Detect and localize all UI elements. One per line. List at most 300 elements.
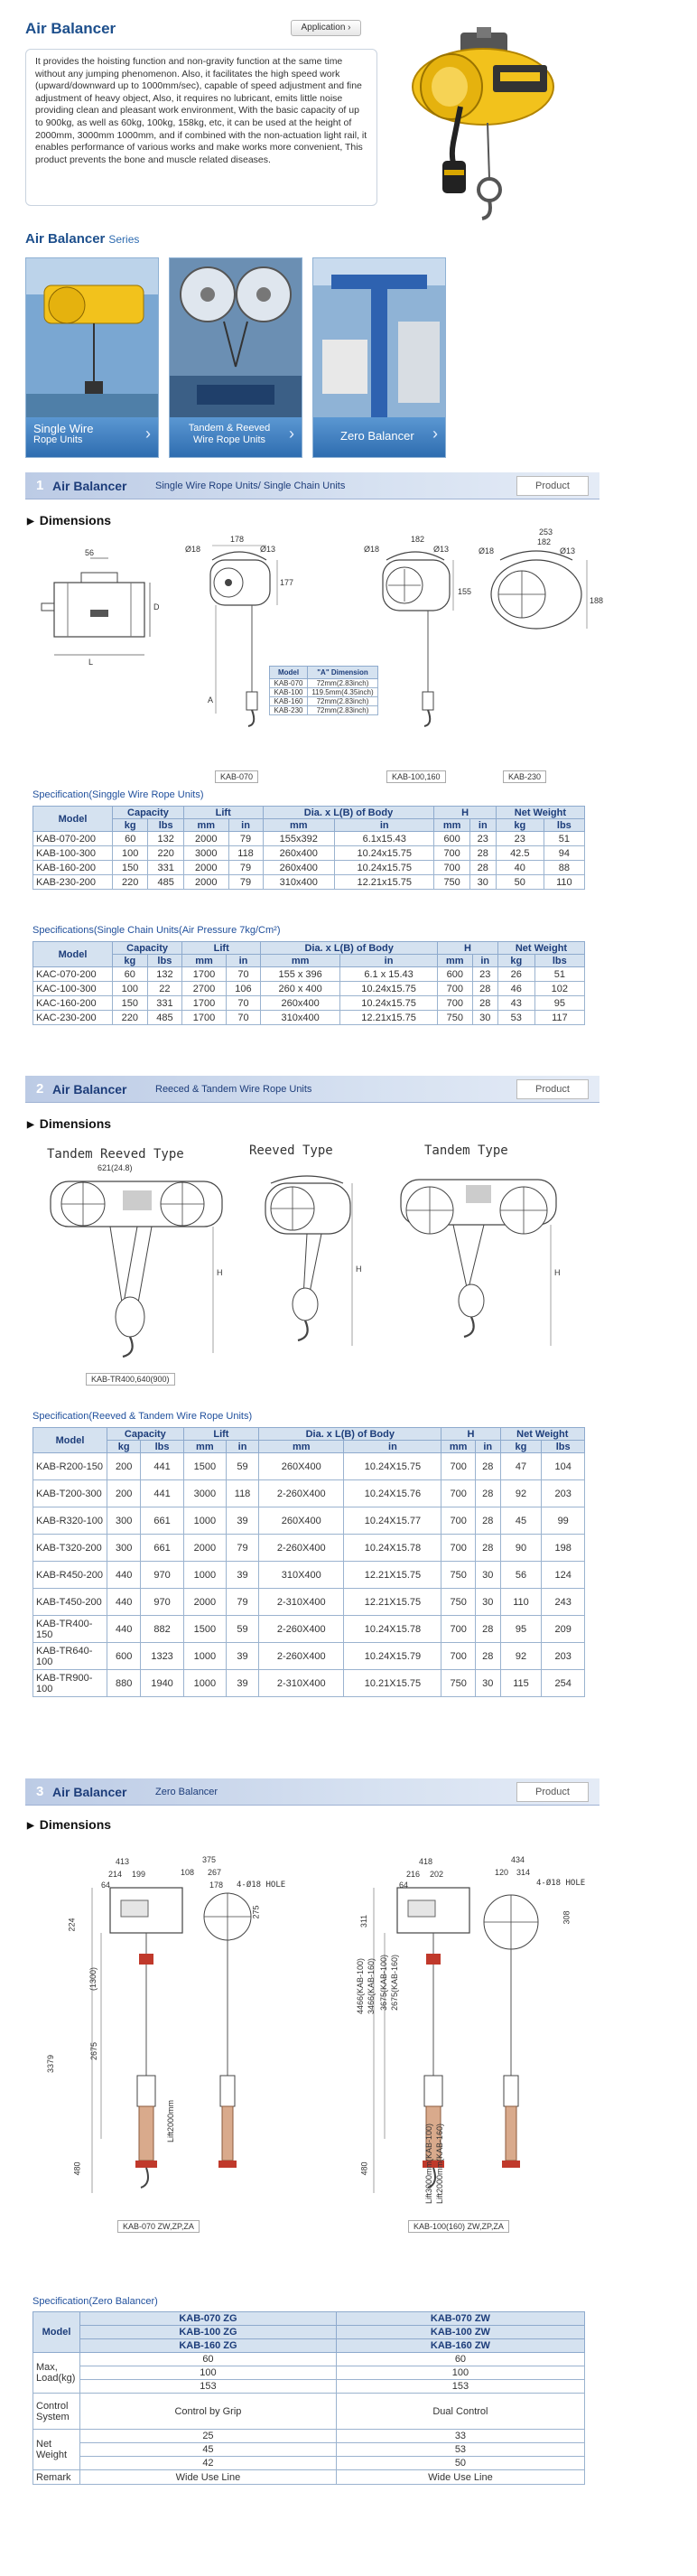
cell: Wide Use Line [80,2470,337,2485]
dim-3379: 3379 [46,2054,56,2074]
dim-13-b: Ø13 [433,545,450,554]
series-caption-tandem-reeved [170,417,302,457]
dimensions-heading-3: ▶ Dimensions [27,1817,111,1832]
model-cell: KAB-160-200 [33,861,113,875]
cell: 1000 [183,1643,226,1670]
th-zg-2: KAB-100 ZG [80,2326,337,2339]
cell: 42 [80,2457,337,2470]
cell: KAB-070 [270,679,308,688]
th-mm: mm [259,1441,344,1453]
dim-182: 182 [411,535,425,544]
dim-155: 155 [458,587,472,596]
table-row [33,861,585,875]
cell: 45 [500,1507,542,1535]
dim-267: 267 [208,1868,222,1877]
dim-d: D [153,602,160,611]
cell: 28 [475,1480,500,1507]
cell: 198 [542,1535,585,1562]
cell: 26 [497,967,534,982]
cell: 260x400 [263,861,335,875]
cell: 700 [441,1480,475,1507]
cell: 203 [542,1480,585,1507]
cell: 260X400 [259,1453,344,1480]
section-bar-reeved-tandem [25,1076,599,1103]
cell: 30 [472,1011,497,1025]
dim-108: 108 [181,1868,195,1877]
cell: 60 [80,2353,337,2366]
spec-title-single-chain: Specifications(Single Chain Units(Air Pressure 7kg/Cm²) [33,925,281,936]
cell: 79 [226,1589,258,1616]
cell: 600 [438,967,472,982]
spec-title-single-wire: Specification(Singgle Wire Rope Units) [33,789,204,800]
table-row [33,2430,585,2443]
cell: 700 [438,982,472,996]
dim-hole: 4-Ø18 HOLE [237,1881,286,1890]
dim-480: 480 [72,2161,82,2176]
model-cell: KAB-070-200 [33,832,113,846]
cell: 42.5 [496,846,544,861]
cell: 39 [226,1507,258,1535]
th-capacity: Capacity [113,807,184,819]
cell: 970 [141,1589,183,1616]
dim-64: 64 [101,1881,111,1890]
tandem-reeved-drawing [47,1172,228,1371]
spec-table-reeved-tandem [33,1427,585,1697]
th-net-weight: Net Weight [496,807,584,819]
cell: 1500 [183,1616,226,1643]
dim-375: 375 [202,1855,217,1864]
cell: 33 [336,2430,584,2443]
cell: 47 [500,1453,542,1480]
cell: 1000 [183,1670,226,1697]
th-mm: mm [261,955,340,967]
cell: 12.21x15.75 [340,1011,438,1025]
cell: 2000 [183,1535,226,1562]
section-number: 2 [36,1081,44,1097]
model-cell: KAB-T200-300 [33,1480,107,1507]
cell: 750 [438,1011,472,1025]
cell: 72mm(2.83inch) [308,706,378,715]
cell: 1000 [183,1562,226,1589]
dim-2675: 2675 [89,2041,99,2061]
table-row [33,2443,585,2457]
cell: 3000 [183,846,228,861]
cell: 104 [542,1453,585,1480]
cell: 310x400 [263,875,335,890]
cell: 40 [496,861,544,875]
series-card-zero-balancer[interactable] [312,257,446,458]
tandem-drawing [397,1165,560,1364]
th-model: Model [33,2312,80,2353]
cell: KAB-160 [270,697,308,706]
caption-line2: Wire Rope Units [192,434,266,445]
cell: 119.5mm(4.35inch) [308,688,378,697]
cell: 70 [226,996,260,1011]
cell: 700 [434,861,469,875]
table-row [33,875,585,890]
caption-kab-230: KAB-230 [503,770,546,783]
table-row [33,2353,585,2366]
dim-178: 178 [230,535,245,544]
dim-3675: 3675(KAB-100) [379,1954,388,2011]
dim-182-b: 182 [537,537,552,546]
cell: 72mm(2.83inch) [308,679,378,688]
cell: 882 [141,1616,183,1643]
cell: 28 [475,1616,500,1643]
dim-18-c: Ø18 [479,546,495,555]
table-row [33,1616,585,1643]
application-button[interactable]: Application › [291,20,361,36]
th-net-weight: Net Weight [497,942,584,955]
model-cell: KAC-100-300 [33,982,113,996]
cell: 970 [141,1562,183,1589]
cell: 203 [542,1643,585,1670]
row-label-net-weight: Net Weight [33,2430,80,2470]
cell: 79 [228,832,263,846]
cell: 79 [228,875,263,890]
cell: 260x400 [263,846,335,861]
cell: 100 [80,2366,337,2380]
cell: Control by Grip [80,2394,337,2430]
caption-kab-070-zw: KAB-070 ZW,ZP,ZA [117,2220,200,2233]
th-lift: Lift [182,942,261,955]
dim-434: 434 [511,1855,525,1864]
series-title [25,231,139,247]
cell: 300 [107,1535,141,1562]
cell: 56 [500,1562,542,1589]
cell: 2-260X400 [259,1480,344,1507]
cell: 700 [441,1535,475,1562]
cell: 209 [542,1616,585,1643]
dim-480-r: 480 [359,2161,369,2176]
series-card-single-wire[interactable] [25,257,159,458]
section-subtitle: Zero Balancer [155,1787,218,1797]
series-subtitle: Series [108,233,140,246]
cell: 30 [469,875,496,890]
cell: 12.21X15.75 [344,1562,441,1589]
dim-13-a: Ø13 [260,545,276,554]
th-lbs: lbs [148,819,183,832]
cell: 440 [107,1562,141,1589]
cell: 99 [542,1507,585,1535]
cell: 79 [226,1535,258,1562]
section-bar-single-wire [25,472,599,499]
cell: 700 [441,1453,475,1480]
cell: 6.1 x 15.43 [340,967,438,982]
table-row [33,1507,585,1535]
dim-188: 188 [590,596,604,605]
cell: 28 [475,1507,500,1535]
kab-230-drawing [479,533,596,741]
cell: 300 [107,1507,141,1535]
th-in: in [335,819,434,832]
type-label-tandem: Tandem Type [424,1143,508,1158]
th-capacity: Capacity [107,1428,184,1441]
cell: 28 [472,982,497,996]
series-card-tandem-reeved[interactable] [169,257,302,458]
cell: 10.24X15.78 [344,1535,441,1562]
section-name: Air Balancer [52,1082,127,1097]
cell: 118 [226,1480,258,1507]
a-dim-header-model: Model [270,667,308,679]
cell: 92 [500,1643,542,1670]
th-capacity: Capacity [113,942,182,955]
table-row [33,2380,585,2394]
dim-l: L [88,658,94,667]
dim-18-a: Ø18 [185,545,201,554]
th-lift: Lift [183,807,263,819]
cell: 110 [544,875,584,890]
cell: 115 [500,1670,542,1697]
cell: 23 [472,967,497,982]
cell: 25 [80,2430,337,2443]
th-mm: mm [182,955,227,967]
cell: 10.24X15.77 [344,1507,441,1535]
table-row [33,832,585,846]
cell: 260x400 [261,996,340,1011]
model-cell: KAB-TR900-100 [33,1670,107,1697]
row-label-load: Max, Load(kg) [33,2353,80,2394]
dim-lift-r2: Lift2000mm(KAB-160) [435,2123,444,2204]
th-zg-3: KAB-160 ZG [80,2339,337,2353]
cell: 243 [542,1589,585,1616]
cell: 70 [226,1011,260,1025]
cell: 100 [336,2366,584,2380]
cell: 700 [441,1507,475,1535]
cell: 118 [228,846,263,861]
th-in: in [226,1441,258,1453]
model-cell: KAB-R200-150 [33,1453,107,1480]
th-mm: mm [438,955,472,967]
cell: 700 [441,1643,475,1670]
th-h: H [441,1428,500,1441]
chevron-right-icon: › [289,425,294,443]
cell: 10.21X15.75 [344,1670,441,1697]
dim-418: 418 [419,1857,433,1866]
cell: 880 [107,1670,141,1697]
dim-lift-r: Lift3000mm(KAB-100) [424,2123,433,2204]
cell: 150 [113,996,148,1011]
table-row [33,1535,585,1562]
dim-h-3: H [554,1268,561,1277]
cell: 23 [469,832,496,846]
th-mm: mm [183,819,228,832]
dim-64-r: 64 [399,1881,409,1890]
model-cell: KAB-230-200 [33,875,113,890]
dim-2675-r: 2675(KAB-160) [390,1954,399,2011]
caption-kab-100-zw: KAB-100(160) ZW,ZP,ZA [408,2220,509,2233]
dim-13-c: Ø13 [560,546,576,555]
series-caption-zero-balancer [313,417,445,457]
table-row [33,982,585,996]
cell: 28 [472,996,497,1011]
cell: 30 [475,1589,500,1616]
th-in: in [340,955,438,967]
cell: 150 [113,861,148,875]
dim-18-b: Ø18 [364,545,380,554]
a-dim-header-value: "A" Dimension [308,667,378,679]
section-number: 1 [36,478,44,493]
cell: 1000 [183,1507,226,1535]
th-lbs: lbs [544,819,584,832]
th-mm: mm [441,1441,475,1453]
caption-line1: Single Wire [33,422,94,435]
cell: 2-260X400 [259,1643,344,1670]
dim-120: 120 [495,1868,509,1877]
cell: 10.24X15.78 [344,1616,441,1643]
cell: 750 [434,875,469,890]
dim-216: 216 [406,1870,421,1879]
dimensions-heading-2: ▶ Dimensions [27,1116,111,1131]
section-subtitle: Reeced & Tandem Wire Rope Units [155,1084,312,1095]
dim-56: 56 [85,548,95,557]
cell: 441 [141,1453,183,1480]
th-in: in [469,819,496,832]
spec-title-reeved-tandem: Specification(Reeved & Tandem Wire Rope Units) [33,1411,253,1422]
dim-lift: Lift2000mm [166,2099,175,2142]
th-zw-2: KAB-100 ZW [336,2326,584,2339]
chevron-right-icon: › [432,425,438,443]
cell: 600 [434,832,469,846]
th-mm: mm [434,819,469,832]
dimensions-heading-1: ▶ Dimensions [27,513,111,527]
cell: 90 [500,1535,542,1562]
cell: 1700 [182,1011,227,1025]
cell: 12.21X15.75 [344,1589,441,1616]
th-zg-1: KAB-070 ZG [80,2312,337,2326]
table-row [33,2394,585,2430]
th-kg: kg [113,955,148,967]
cell: 441 [141,1480,183,1507]
dim-h-1: H [217,1268,223,1277]
cell: 750 [441,1670,475,1697]
product-tab[interactable]: Product [516,476,589,496]
table-row [33,1453,585,1480]
table-row [33,1589,585,1616]
th-dia: Dia. x L(B) of Body [263,807,434,819]
spec-table-single-wire [33,806,585,890]
section-subtitle: Single Wire Rope Units/ Single Chain Units [155,481,346,491]
cell: 72mm(2.83inch) [308,697,378,706]
dim-hole-r: 4-Ø18 HOLE [536,1879,586,1888]
product-tab[interactable]: Product [516,1079,589,1099]
cell: 331 [148,861,183,875]
cell: 132 [148,832,183,846]
th-in: in [226,955,260,967]
cell: 155x392 [263,832,335,846]
model-cell: KAB-T320-200 [33,1535,107,1562]
chevron-right-icon: › [145,425,151,443]
cell: 28 [469,861,496,875]
cell: 39 [226,1643,258,1670]
dim-h-2: H [356,1265,362,1274]
caption-kab-100-160: KAB-100,160 [386,770,446,783]
cell: 750 [441,1562,475,1589]
dim-177: 177 [280,578,294,587]
th-model: Model [33,942,113,967]
cell: 60 [336,2353,584,2366]
cell: 79 [228,861,263,875]
spec-table-zero-balancer [33,2311,585,2485]
cell: 440 [107,1616,141,1643]
series-title-text: Air Balancer [25,231,106,247]
reeved-drawing [253,1165,361,1364]
cell: 59 [226,1453,258,1480]
th-lbs: lbs [534,955,584,967]
th-h: H [438,942,498,955]
th-kg: kg [496,819,544,832]
spec-title-zero-balancer: Specification(Zero Balancer) [33,2296,158,2307]
dim-253: 253 [539,527,553,537]
th-kg: kg [113,819,148,832]
cell: 51 [544,832,584,846]
caption-kab-tr: KAB-TR400,640(900) [86,1373,175,1386]
cell: Dual Control [336,2394,584,2430]
cell: 12.21x15.75 [335,875,434,890]
cell: 200 [107,1480,141,1507]
cell: 10.24X15.79 [344,1643,441,1670]
th-model: Model [33,807,113,832]
cell: 28 [475,1535,500,1562]
product-tab[interactable]: Product [516,1782,589,1802]
th-dia: Dia. x L(B) of Body [259,1428,441,1441]
cell: 30 [475,1670,500,1697]
cell: 254 [542,1670,585,1697]
table-row [33,1643,585,1670]
page-title: Air Balancer [25,20,116,37]
cell: 22 [147,982,182,996]
cell: KAB-100 [270,688,308,697]
th-zw-1: KAB-070 ZW [336,2312,584,2326]
cell: 53 [497,1011,534,1025]
cell: 153 [80,2380,337,2394]
cell: 2-310X400 [259,1670,344,1697]
table-row [33,967,585,982]
dim-3466: 3466(KAB-160) [367,1957,376,2014]
cell: 2700 [182,982,227,996]
cell: 10.24x15.75 [340,996,438,1011]
cell: 10.24X15.75 [344,1453,441,1480]
cell: 2000 [183,1589,226,1616]
cell: 220 [148,846,183,861]
th-model: Model [33,1428,107,1453]
cell: 50 [496,875,544,890]
dim-178: 178 [209,1881,224,1890]
model-cell: KAB-TR640-100 [33,1643,107,1670]
cell: 88 [544,861,584,875]
intro-text: It provides the hoisting function and non-gravity function at the same time without any jumping phenomenon. Also, it facilitates the high speed work (upward/downward up to 1000mm/sec), capable of speed adjustment and fine adjustment of heavy object, Also, it requires no lubricant, emits little noise providing clean and pleasant work environment, With the basic capacity of up to 900kg, as well as 60kg, 100kg, 158kg, etc, it can be used at the height of 2000mm, 3000mm 1000mm, and if combined with the non-actuation light rail, it enables performance of various works and make works more convenient, This product prevents the bone and muscle related diseases. [25,49,377,206]
cell: 46 [497,982,534,996]
model-cell: KAC-070-200 [33,967,113,982]
dim-width-621: 621(24.8) [98,1163,133,1172]
type-label-reeved: Reeved Type [249,1143,333,1158]
model-cell: KAC-160-200 [33,996,113,1011]
cell: 43 [497,996,534,1011]
cell: 70 [226,967,260,982]
th-kg: kg [500,1441,542,1453]
th-lbs: lbs [147,955,182,967]
cell: 2000 [183,875,228,890]
cell: 661 [141,1535,183,1562]
cell: 1700 [182,967,227,982]
cell: 310X400 [259,1562,344,1589]
caption-line2: Rope Units [33,434,83,445]
caption-line1: Tandem & Reeved [188,423,271,434]
cell: 124 [542,1562,585,1589]
table-row [33,996,585,1011]
table-row [33,2366,585,2380]
section-name: Air Balancer [52,1785,127,1799]
